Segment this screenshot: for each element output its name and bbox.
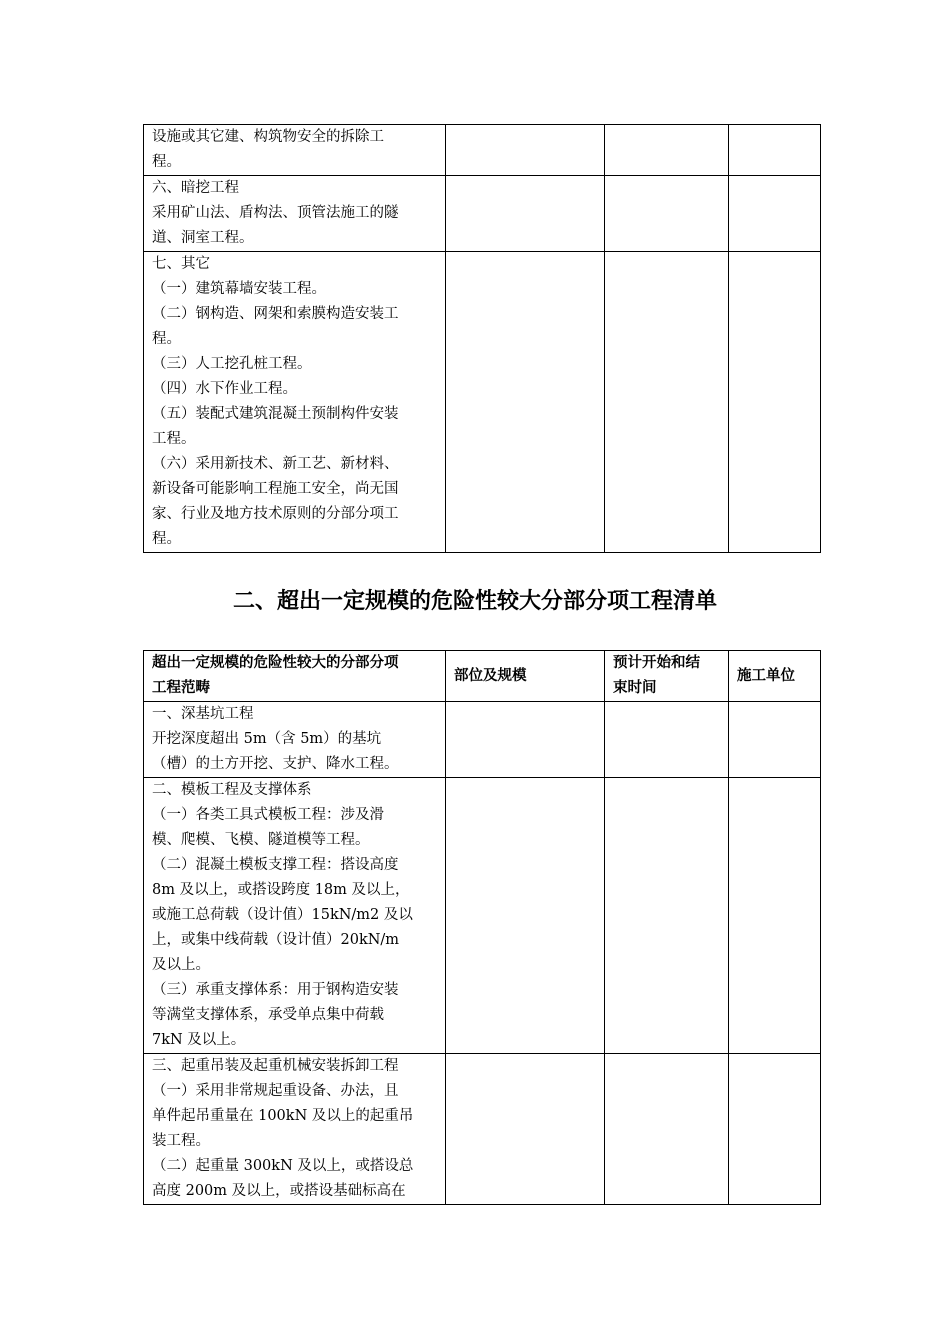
- contractor-cell: [729, 702, 821, 778]
- location-scale-cell: [446, 125, 605, 176]
- scope-line: （三）承重支撑体系：用于钢构造安装: [152, 982, 399, 998]
- scope-line: （一）各类工具式模板工程：涉及滑: [152, 807, 384, 823]
- header-contractor: [729, 651, 821, 702]
- table-row: [144, 252, 821, 553]
- header-schedule: [605, 651, 729, 702]
- scope-line: （一）建筑幕墙安装工程。: [152, 281, 326, 297]
- location-scale-cell: [446, 176, 605, 252]
- location-scale-cell: [446, 1054, 605, 1205]
- scope-line: （二）起重量 300kN 及以上，或搭设总: [152, 1158, 414, 1174]
- scope-line: 道、洞室工程。: [152, 230, 254, 246]
- scope-cell: [144, 252, 446, 553]
- scope-cell: [144, 702, 446, 778]
- scope-line: 新设备可能影响工程施工安全，尚无国: [152, 481, 399, 497]
- scope-line: （三）人工挖孔桩工程。: [152, 356, 312, 372]
- scope-line: （二）混凝土模板支撑工程：搭设高度: [152, 857, 399, 873]
- schedule-cell: [605, 125, 729, 176]
- scope-line: 一、深基坑工程: [152, 706, 254, 722]
- contractor-cell: [729, 176, 821, 252]
- scope-line: （一）采用非常规起重设备、办法，且: [152, 1083, 399, 1099]
- header-line: 工程范畴: [152, 680, 210, 696]
- table-row: [144, 778, 821, 1054]
- scope-cell: [144, 1054, 446, 1205]
- header-line: 施工单位: [737, 667, 795, 684]
- header-line: 超出一定规模的危险性较大的分部分项: [152, 655, 399, 671]
- scope-cell: [144, 125, 446, 176]
- contractor-cell: [729, 125, 821, 176]
- scope-line: 家、行业及地方技术原则的分部分项工: [152, 506, 399, 522]
- scope-line: （四）水下作业工程。: [152, 381, 297, 397]
- scope-line: 模、爬模、飞模、隧道模等工程。: [152, 832, 370, 848]
- table-header-row: [144, 651, 821, 702]
- schedule-cell: [605, 176, 729, 252]
- scope-line: （二）钢构造、网架和索膜构造安装工: [152, 306, 399, 322]
- scope-line: 等满堂支撑体系，承受单点集中荷载: [152, 1007, 384, 1023]
- scope-line: 或施工总荷载（设计值）15kN/m2 及以: [152, 907, 413, 923]
- scope-line: 装工程。: [152, 1133, 210, 1149]
- schedule-cell: [605, 702, 729, 778]
- scope-cell: [144, 176, 446, 252]
- scope-line: 工程。: [152, 431, 196, 447]
- scope-line: （六）采用新技术、新工艺、新材料、: [152, 456, 399, 472]
- large-scale-hazard-table: [143, 650, 821, 1205]
- scope-line: 程。: [152, 531, 181, 547]
- contractor-cell: [729, 252, 821, 553]
- section-heading: 二、超出一定规模的危险性较大分部分项工程清单: [232, 589, 717, 614]
- table-row: [144, 176, 821, 252]
- scope-line: 上，或集中线荷载（设计值）20kN/m: [152, 932, 400, 948]
- scope-line: 高度 200m 及以上，或搭设基础标高在: [152, 1183, 406, 1199]
- scope-line: 采用矿山法、盾构法、顶管法施工的隧: [152, 205, 399, 221]
- scope-line: 及以上。: [152, 957, 210, 973]
- header-line: 束时间: [613, 680, 657, 696]
- hazard-table-continued: [143, 124, 821, 553]
- scope-line: 7kN 及以上。: [152, 1032, 246, 1048]
- schedule-cell: [605, 252, 729, 553]
- header-line: 预计开始和结: [613, 655, 700, 671]
- scope-line: 六、暗挖工程: [152, 180, 239, 196]
- schedule-cell: [605, 778, 729, 1054]
- scope-line: 开挖深度超出 5m（含 5m）的基坑: [152, 731, 382, 747]
- header-line: 部位及规模: [454, 667, 527, 684]
- scope-line: 设施或其它建、构筑物安全的拆除工: [152, 129, 384, 145]
- header-location-scale: [446, 651, 605, 702]
- scope-line: 单件起吊重量在 100kN 及以上的起重吊: [152, 1108, 414, 1124]
- table-row: [144, 1054, 821, 1205]
- scope-line: 程。: [152, 154, 181, 170]
- table-row: [144, 702, 821, 778]
- contractor-cell: [729, 778, 821, 1054]
- scope-line: 程。: [152, 331, 181, 347]
- scope-line: （五）装配式建筑混凝土预制构件安装: [152, 406, 399, 422]
- scope-line: 二、模板工程及支撑体系: [152, 782, 312, 798]
- location-scale-cell: [446, 252, 605, 553]
- scope-line: 七、其它: [152, 256, 210, 272]
- scope-cell: [144, 778, 446, 1054]
- table-row: [144, 125, 821, 176]
- scope-line: 三、起重吊装及起重机械安装拆卸工程: [152, 1058, 399, 1074]
- contractor-cell: [729, 1054, 821, 1205]
- scope-line: （槽）的土方开挖、支护、降水工程。: [152, 756, 399, 772]
- scope-line: 8m 及以上，或搭设跨度 18m 及以上，: [152, 882, 410, 898]
- header-scope: [144, 651, 446, 702]
- location-scale-cell: [446, 702, 605, 778]
- schedule-cell: [605, 1054, 729, 1205]
- location-scale-cell: [446, 778, 605, 1054]
